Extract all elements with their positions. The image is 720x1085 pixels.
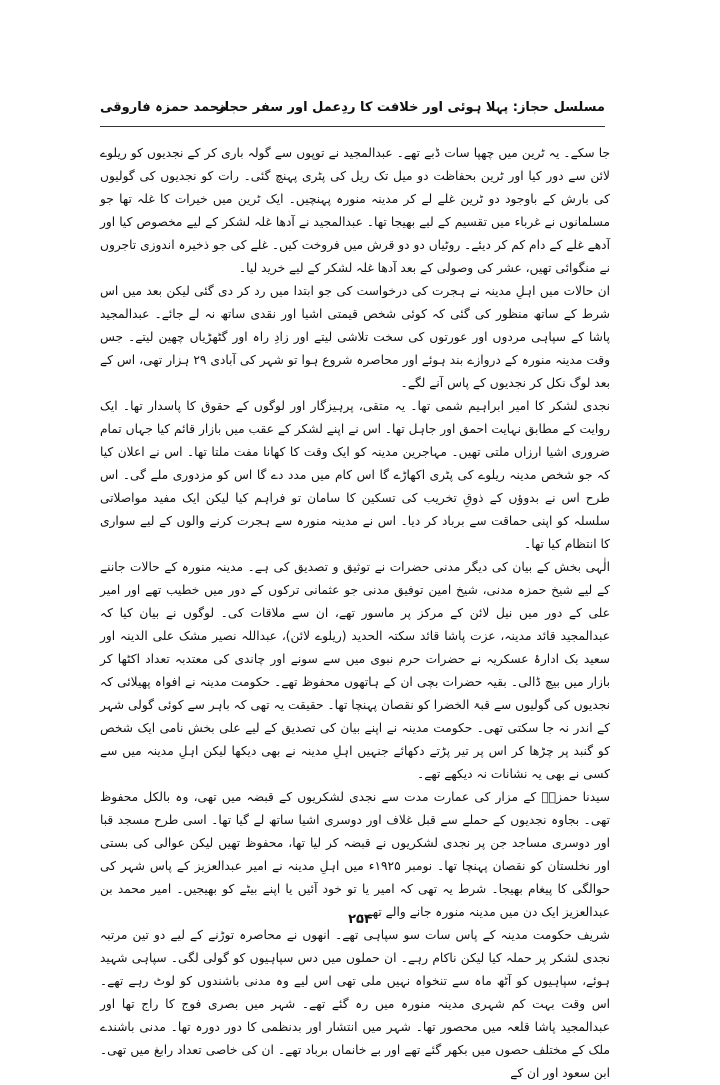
running-header [100, 100, 605, 124]
header-author: محمد حمزہ فاروقی [100, 100, 228, 115]
header-rule [100, 126, 605, 127]
paragraph: شریف حکومت مدینہ کے پاس سات سو سپاہی تھے۔ انھوں نے محاصرہ توڑنے کے لیے دو تین مرتبہ نجدی لشکر پر حملہ کیا لیکن ناکام رہے۔ ان حملوں میں دس سپاہیوں کو گولی لگی۔ سپاہی شہید ہوئے، سپاہیوں کو آٹھ ماہ سے تنخواہ نہیں ملی تھی اس لیے وہ مدنی باشندوں کو لوٹ رہے تھے۔ اس وقت بہت کم شہری مدینہ منورہ میں رہ گئے تھے۔ شہر میں بصری فوج کا راج تھا اور عبدالمجید پاشا قلعہ میں محصور تھا۔ شہر میں انتشار اور بدنظمی کا دور دورہ تھا۔ مدنی باشندے ملک کے مختلف حصوں میں بکھر گئے تھے اور بے خانماں برباد تھے۔ ان کی خاصی تعداد رابغ میں تھی۔ ابن سعود اور ان کے [100, 928, 610, 1080]
page-number: ۲۵۴ [348, 912, 372, 927]
paragraph: سیدنا حمزہؓ کے مزار کی عمارت مدت سے نجدی لشکریوں کے قبضہ میں تھی، وہ بالکل محفوظ تھی۔ بجاوہ نجدیوں کے حملے سے قبل غلاف اور دوسری اشیا ساتھ لے گیا تھا۔ اسی طرح مسجد قبا اور دوسری مساجد جن پر نجدی لشکریوں نے قبضہ کر لیا تھا، محفوظ تھیں لیکن عوالی کی بستی اور نخلستان کو نقصان پہنچا تھا۔ نومبر ۱۹۲۵ء میں اہلِ مدینہ نے امیر عبدالعزیز کے پاس شہر کی حوالگی کا پیغام بھیجا۔ شرط یہ تھی کہ امیر یا تو خود آئیں یا اپنے بیٹے کو بھیجیں۔ امیر محمد بن عبدالعزیز ایک دن میں مدینہ منورہ جانے والے تھے۔ [100, 790, 610, 919]
paragraph: نجدی لشکر کا امیر ابراہیم شمی تھا۔ یہ متقی، پرہیزگار اور لوگوں کے حقوق کا پاسدار تھا۔ ایک روایت کے مطابق نہایت احمق اور جاہل تھا۔ اس نے اپنے لشکر کے عقب میں بازار قائم کیا جہاں تمام ضروری اشیا ارزاں ملتی تھیں۔ مہاجرین مدینہ کو ایک وقت کا کھانا مفت ملتا تھا۔ اس نے اعلان کیا کہ جو شخص مدینہ ریلوے کی پٹری اکھاڑے گا اس کام میں مدد دے گا اس کو مزدوری ملے گی۔ اس طرح اس نے بدوؤں کے ذوقِ تخریب کی تسکین کا سامان تو فراہم کیا لیکن ایک مفید مواصلاتی سلسلہ کو اپنی حماقت سے برباد کر دیا۔ اس نے مدینہ منورہ سے ہجرت کرنے والوں کے لیے سواری کا انتظام کیا تھا۔ [100, 399, 610, 551]
paragraph: جا سکے۔ یہ ٹرین میں چھپا سات ڈبے تھے۔ عبدالمجید نے توپوں سے گولہ باری کر کے نجدیوں کو ریلوے لائن سے دور کیا اور ٹرین بحفاظت دو میل تک ریل کی پٹری پہنچ گئی۔ رات کو نجدیوں کی گولیوں کی بارش کے باوجود دو ٹرین غلے لے کر مدینہ منورہ پہنچیں۔ ایک ٹرین میں خیرات کا غلہ تھا جو مسلمانوں نے غرباء میں تقسیم کے لیے بھیجا تھا۔ عبدالمجید نے آدھا غلہ لشکر کے لیے مخصوص کیا اور آدھے غلے کے دام کم کر دیئے۔ روٹیاں دو دو قرش میں فروخت کیں۔ غلے کی جو ذخیرہ اندوزی تاجروں نے منگوائی تھیں، عشر کی وصولی کے بعد آدھا غلہ لشکر کے لیے خرید لیا۔ [100, 146, 610, 275]
header-title: مسلسل حجاز: پہلا ہوئی اور خلافت کا ردِعمل اور سفر حجاز [217, 100, 605, 115]
paragraph: ان حالات میں اہلِ مدینہ نے ہجرت کی درخواست کی جو ابتدا میں رد کر دی گئی لیکن بعد میں اس شرط کے ساتھ منظور کی گئی کہ کوئی شخص قیمتی اشیا اور نقدی ساتھ نہ لے جائے۔ عبدالمجید پاشا کے سپاہی مردوں اور عورتوں کی سخت تلاشی لیتے اور زادِ راہ اور گٹھڑیاں چھین لیتے۔ جس وقت مدینہ منورہ کے دروازے بند ہوئے اور محاصرہ شروع ہوا تو شہر کی آبادی ۲۹ ہزار تھی، اس کے بعد لوگ نکل کر نجدیوں کے پاس آنے لگے۔ [100, 284, 610, 390]
paragraph: الٰہی بخش کے بیان کی دیگر مدنی حضرات نے توثیق و تصدیق کی ہے۔ مدینہ منورہ کے حالات جاننے کے لیے شیخ حمزہ مدنی، شیخ امین توفیق مدنی جو عثمانی ترکوں کے دور میں خطیب تھے اور امیر علی کے دور میں نیل لائن کے مرکز پر ماسور تھے، ان سے ملاقات کی۔ لوگوں نے بیان کیا کہ عبدالمجید قائد مدینہ، عزت پاشا قائد سکتہ الحدید (ریلوے لائن)، عبداللہ نصیر مشک علی الدینہ اور سعید بک ادارۂ عسکریہ نے حضرات حرم نبوی میں سے سونے اور چاندی کی معتدبہ تعداد اکٹھا کر بازار میں بیچ ڈالی۔ بقیہ حضرات بچی ان کے ہاتھوں محفوظ تھے۔ حکومت مدینہ نے افواہ پھیلائی کہ نجدیوں کی گولیوں سے قبۃ الخضرا کو نقصان پہنچا تھا۔ حقیقت یہ تھی کہ باہر سے کوئی گولی شہر کے اندر نہ جا سکتی تھی۔ حکومت مدینہ نے اپنے بیان کی تصدیق کے لیے علی بخش نامی ایک شخص کو گنبد پر چڑھا کر اس پر تیر پڑتے دکھائے جنہیں اہلِ مدینہ نے بھی دیکھا لیکن اہلِ مدینہ میں سے کسی نے بھی یہ نشانات نہ دیکھے تھے۔ [100, 560, 610, 781]
